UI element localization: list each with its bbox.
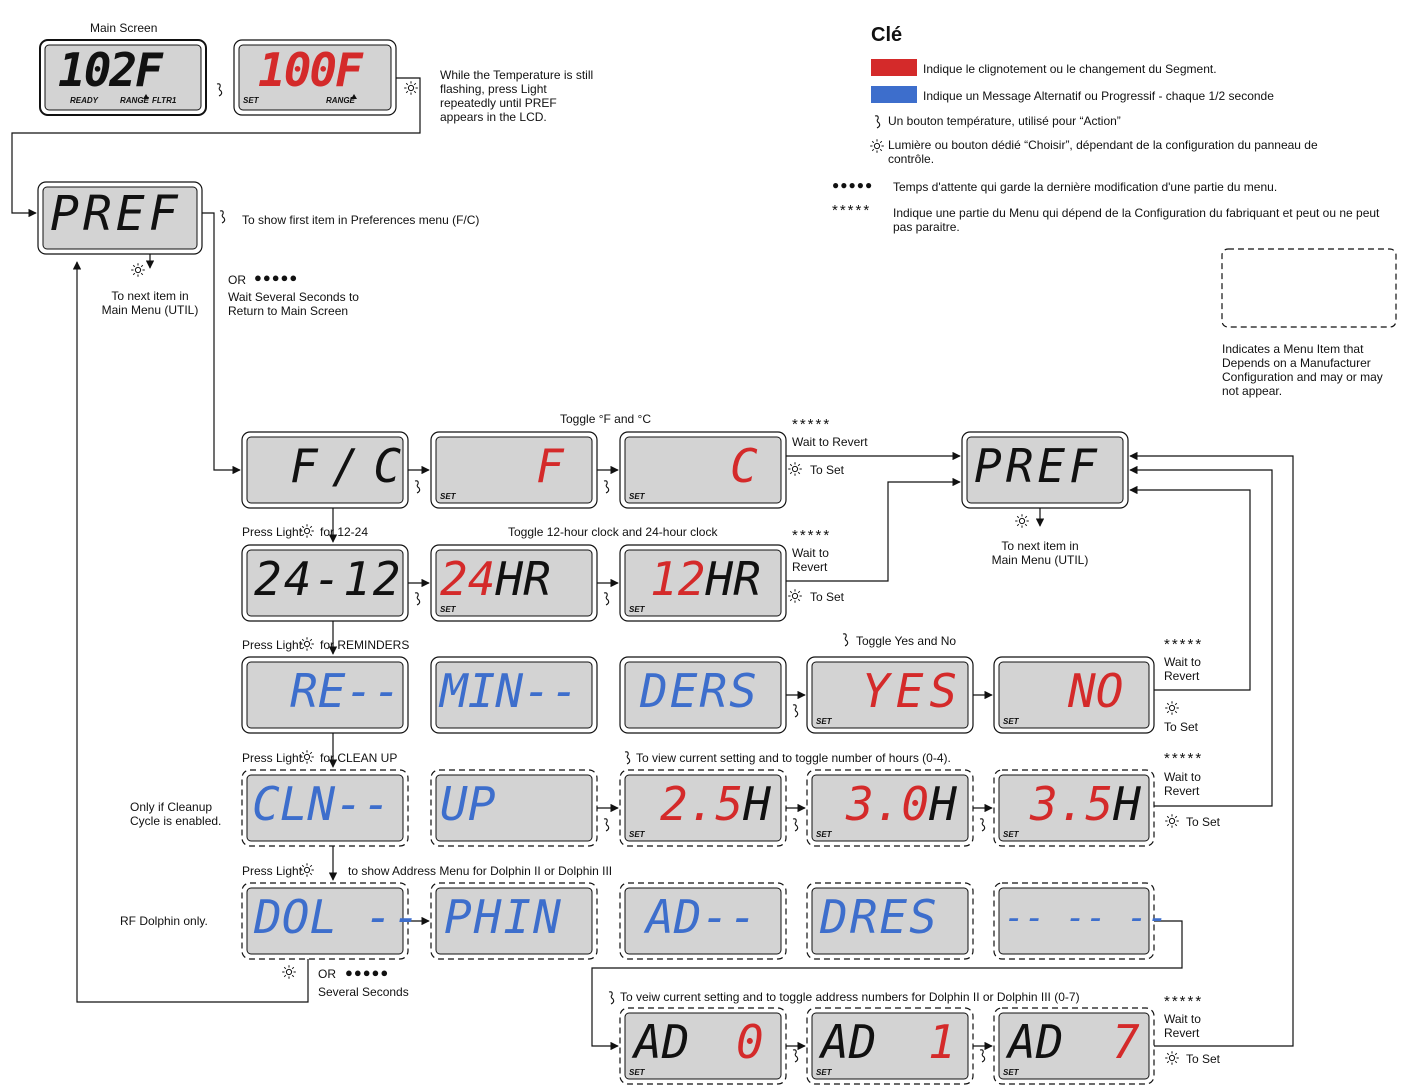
light-icon: [282, 965, 296, 979]
lcd-re-text: RE--: [290, 664, 401, 718]
lcd-status-fltr: FLTR1: [152, 96, 177, 105]
fc-to-set: To Set: [810, 463, 845, 477]
lcd-ad1-value: 1: [928, 1015, 956, 1069]
key-temp-text: Un bouton température, utilisé pour “Action”: [888, 114, 1121, 128]
lcd-ad0-label: AD: [634, 1015, 690, 1069]
main-screen-label: Main Screen: [90, 21, 158, 35]
dolphin-stars: *****: [1164, 993, 1204, 1010]
temp-icon: [604, 593, 609, 605]
lcd-pref-text: PREF: [50, 186, 182, 242]
lcd-cln-text: CLN--: [252, 777, 391, 831]
dolphin-only: RF Dolphin only.: [120, 914, 208, 928]
dolphin-to-set: To Set: [1186, 1052, 1221, 1066]
key-dots-symbol: ●●●●●: [832, 178, 874, 192]
clock-to-set: To Set: [810, 590, 845, 604]
light-icon: [788, 462, 802, 476]
reminders-stars: *****: [1164, 636, 1204, 653]
lcd-hr-suffix: HR: [495, 552, 551, 606]
fc-stars: *****: [792, 416, 832, 433]
clock-toggle: Toggle 12-hour clock and 24-hour clock: [508, 525, 718, 539]
pref-next: To next item in Main Menu (UTIL): [101, 289, 199, 317]
lcd-set-label: SET: [816, 830, 832, 839]
clock-stars: *****: [792, 527, 832, 544]
light-icon: [300, 637, 314, 651]
light-icon: [300, 750, 314, 764]
key-dashed-box-text: Indicates a Menu Item that Depends on a Manufacturer Configuration and may or may not appear.: [1222, 342, 1383, 398]
key-stars-symbol: *****: [832, 202, 872, 219]
lcd-phin-text: PHIN: [444, 890, 563, 944]
key-light-text: Lumière ou bouton dédié “Choisir”, dépendant de la configuration du panneau de contrôle.: [888, 138, 1318, 166]
pref2-next: To next item in Main Menu (UTIL): [991, 539, 1089, 567]
temp-icon: [980, 819, 985, 831]
lcd-yes-text: YES: [862, 664, 964, 718]
lcd-set-label: SET: [816, 1068, 832, 1077]
light-icon: [404, 81, 418, 95]
cleanup-press-for: for CLEAN UP: [320, 751, 398, 765]
lcd-min-text: MIN--: [440, 664, 579, 718]
lcd-35-digits: 3.5: [1030, 777, 1114, 831]
key-dots-text: Temps d'attente qui garde la dernière modification d'une partie du menu.: [893, 180, 1278, 194]
pref-dots: ●●●●●: [254, 270, 299, 285]
temp-icon: [625, 752, 630, 764]
dolphin-wait: Wait to Revert: [1164, 1012, 1201, 1040]
lcd-h-suffix: H: [1113, 777, 1141, 831]
cleanup-to-set: To Set: [1186, 815, 1221, 829]
lcd-set-label: SET: [440, 605, 456, 614]
light-icon: [1165, 814, 1179, 828]
light-icon: [1165, 701, 1179, 715]
lcd-24hr-text: [440, 551, 551, 607]
lcd-30-digits: 3.0: [846, 777, 930, 831]
pref-wait: Wait Several Seconds to Return to Main Screen: [228, 290, 359, 318]
clock-press-for: for 12-24: [320, 525, 369, 539]
light-icon: [788, 589, 802, 603]
lcd-set-label: SET: [629, 605, 645, 614]
lcd-c-text: C: [730, 439, 758, 493]
temp-icon: [415, 593, 420, 605]
reminders-to-set: To Set: [1164, 720, 1199, 734]
temp-icon: [220, 211, 225, 223]
pref-or: OR: [228, 273, 246, 287]
temp-icon: [609, 992, 614, 1004]
lcd-f-text: F: [536, 439, 564, 493]
key-blue-swatch: [871, 86, 917, 103]
dolphin-dots: ●●●●●: [345, 965, 390, 980]
clock-press: Press Light: [242, 525, 303, 539]
lcd-hr-suffix: HR: [705, 552, 761, 606]
dolphin-press-for: to show Address Menu for Dolphin II or Dolphin III: [348, 864, 613, 878]
lcd-set-label: SET: [816, 717, 832, 726]
dolphin-or: OR: [318, 967, 336, 981]
lcd-dashes-text: -- -- --: [1004, 898, 1168, 938]
lcd-set-label: SET: [1003, 717, 1019, 726]
temp-icon: [604, 481, 609, 493]
lcd-102f-digits: 102F: [58, 43, 161, 97]
cleanup-view: To view current setting and to toggle number of hours (0-4).: [636, 751, 951, 765]
lcd-100f-digits: 100F: [258, 43, 361, 97]
lcd-set-label: SET: [629, 492, 645, 501]
temp-icon: [875, 116, 880, 128]
reminders-press: Press Light: [242, 638, 303, 652]
cleanup-press: Press Light: [242, 751, 303, 765]
temp-icon: [793, 819, 798, 831]
lcd-ad7-label: AD: [1008, 1015, 1064, 1069]
lcd-ders-text: DERS: [640, 664, 759, 718]
cleanup-stars: *****: [1164, 750, 1204, 767]
key-blue-text: Indique un Message Alternatif ou Progressif - chaque 1/2 seconde: [923, 89, 1274, 103]
key-stars-text: Indique une partie du Menu qui dépend de la Configuration du fabriquant et peut ou ne peut pas paraitre.: [893, 206, 1380, 234]
dolphin-view: To veiw current setting and to toggle address numbers for Dolphin II or Dolphin III (0-7): [620, 990, 1080, 1004]
lcd-no-text: NO: [1068, 664, 1124, 718]
clock-wait: Wait to Revert: [792, 546, 829, 574]
cleanup-only: Only if Cleanup Cycle is enabled.: [130, 800, 222, 828]
lcd-25h-text: [660, 776, 771, 832]
lcd-24-digits: 24: [440, 552, 496, 606]
reminders-press-for: for REMINDERS: [320, 638, 410, 652]
temp-icon: [217, 84, 222, 96]
lcd-h-suffix: H: [743, 777, 771, 831]
lcd-25-digits: 2.5: [660, 777, 744, 831]
lcd-set-label: SET: [629, 1068, 645, 1077]
lcd-set-label: SET: [440, 492, 456, 501]
light-icon: [131, 263, 145, 277]
lcd-ad0-value: 0: [736, 1015, 764, 1069]
fc-wait: Wait to Revert: [792, 435, 868, 449]
light-icon: [870, 139, 884, 153]
reminders-toggle: Toggle Yes and No: [856, 634, 957, 648]
lcd-dres-text: DRES: [820, 890, 939, 944]
lcd-set-label: SET: [629, 830, 645, 839]
lcd-set-label: SET: [1003, 1068, 1019, 1077]
dolphin-several: Several Seconds: [318, 985, 409, 999]
fc-toggle: Toggle °F and °C: [560, 412, 651, 426]
lcd-fc-text: F/C: [290, 439, 416, 493]
main-screen-note: While the Temperature is still flashing, press Light repeatedly until PREF appears in the LCD.: [440, 68, 594, 124]
lcd-12-digits: 12: [650, 552, 706, 606]
temp-icon: [793, 1050, 798, 1062]
key-red-swatch: [871, 59, 917, 76]
lcd-status-ready: READY: [70, 96, 99, 105]
temp-icon: [843, 634, 848, 646]
key-red-text: Indique le clignotement ou le changement du Segment.: [923, 62, 1217, 76]
lcd-ad-text: AD--: [646, 890, 757, 944]
key-dashed-box: [1222, 249, 1396, 327]
lcd-set-label: SET: [1003, 830, 1019, 839]
temp-icon: [415, 481, 420, 493]
lcd-ad7-value: 7: [1112, 1015, 1140, 1069]
lcd-h-suffix: H: [929, 777, 957, 831]
lcd-12hr-text: [650, 551, 761, 607]
lcd-35h-text: [1030, 776, 1141, 832]
light-icon: [1165, 1051, 1179, 1065]
reminders-wait: Wait to Revert: [1164, 655, 1201, 683]
lcd-status-range: RANGE: [326, 96, 355, 105]
temp-icon: [980, 1050, 985, 1062]
temp-icon: [604, 819, 609, 831]
lcd-status-set: SET: [243, 96, 259, 105]
lcd-dol-text: DOL --: [254, 890, 421, 944]
pref-to-show: To show first item in Preferences menu (F/C): [242, 213, 480, 227]
key-title: Clé: [871, 24, 903, 46]
light-icon: [1015, 514, 1029, 528]
lcd-ad1-label: AD: [821, 1015, 877, 1069]
light-icon: [300, 863, 314, 877]
lcd-status-range: RANGE: [120, 96, 149, 105]
light-icon: [300, 524, 314, 538]
lcd-up-text: UP: [440, 777, 496, 831]
temp-icon: [793, 705, 798, 717]
lcd-pref2-text: PREF: [974, 439, 1101, 493]
dolphin-press: Press Light: [242, 864, 303, 878]
cleanup-wait: Wait to Revert: [1164, 770, 1201, 798]
lcd-24-12-text: 24-12: [254, 552, 403, 606]
lcd-30h-text: [846, 776, 957, 832]
